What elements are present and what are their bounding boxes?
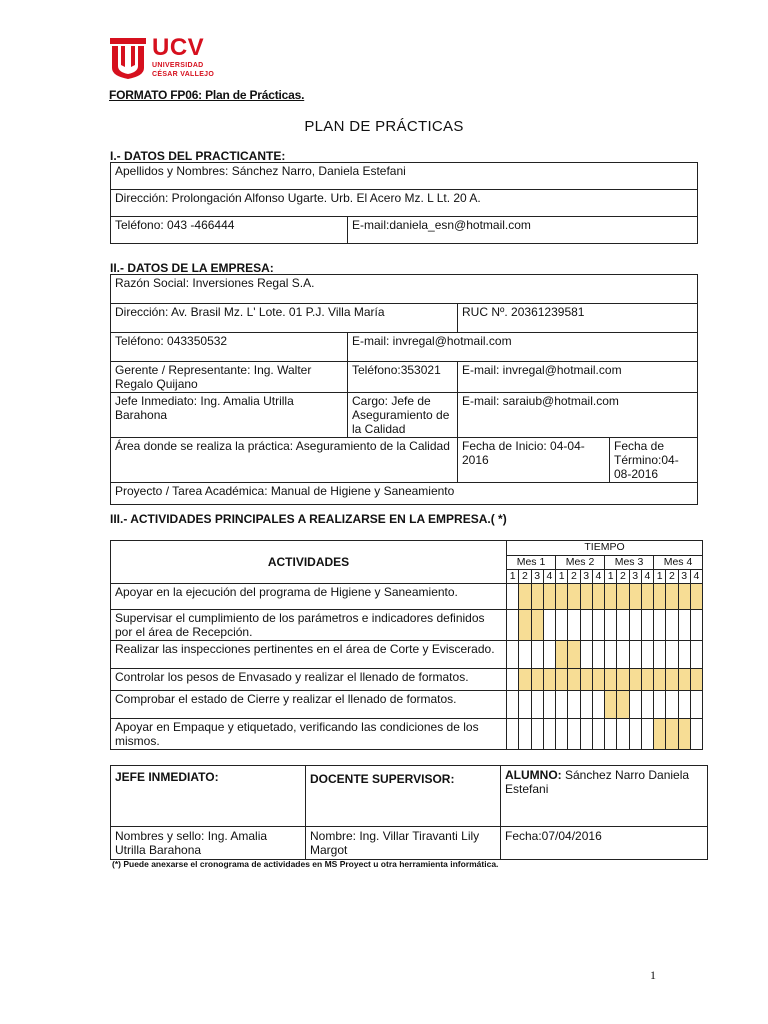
schedule-cell-empty [507, 584, 519, 610]
week-header: 4 [592, 570, 604, 584]
section-1-heading: I.- DATOS DEL PRACTICANTE: [110, 149, 286, 163]
schedule-cell-filled [568, 641, 580, 669]
week-header: 1 [605, 570, 617, 584]
week-header: 2 [666, 570, 678, 584]
schedule-cell-filled [543, 584, 555, 610]
schedule-cell-empty [666, 610, 678, 641]
time-header: TIEMPO [507, 541, 703, 556]
schedule-cell-empty [507, 719, 519, 750]
alumno-label: ALUMNO: [505, 768, 562, 782]
schedule-cell-filled [519, 669, 531, 691]
schedule-cell-empty [556, 719, 568, 750]
fecha-termino: Fecha de Término:04-08-2016 [610, 438, 698, 483]
week-header: 4 [641, 570, 653, 584]
jefe-info: Jefe Inmediato: Ing. Amalia Utrilla Barahona [111, 393, 348, 438]
jefe-signature-label: JEFE INMEDIATO: [111, 766, 306, 827]
schedule-cell-empty [605, 610, 617, 641]
schedule-cell-filled [580, 584, 592, 610]
schedule-cell-filled [629, 669, 641, 691]
alumno-name: Sánchez Narro Daniela Estefani [505, 768, 690, 796]
schedule-cell-empty [629, 719, 641, 750]
schedule-cell-filled [654, 584, 666, 610]
schedule-cell-filled [531, 669, 543, 691]
schedule-cell-filled [605, 669, 617, 691]
schedule-cell-filled [654, 669, 666, 691]
jefe-cargo: Cargo: Jefe de Aseguramiento de la Calidad [348, 393, 458, 438]
logo-text: UCV [152, 34, 205, 61]
schedule-cell-filled [617, 669, 629, 691]
schedule-cell-empty [580, 610, 592, 641]
month-header: Mes 4 [654, 556, 703, 570]
month-header: Mes 2 [556, 556, 605, 570]
schedule-cell-filled [690, 669, 702, 691]
schedule-cell-filled [678, 719, 690, 750]
schedule-cell-filled [666, 669, 678, 691]
schedule-cell-empty [666, 641, 678, 669]
format-label: FORMATO FP06: Plan de Prácticas. [109, 88, 305, 102]
schedule-cell-empty [568, 719, 580, 750]
schedule-cell-empty [543, 610, 555, 641]
alumno-cell [501, 766, 708, 827]
schedule-cell-empty [690, 691, 702, 719]
schedule-cell-empty [690, 719, 702, 750]
schedule-cell-filled [605, 691, 617, 719]
schedule-cell-empty [678, 641, 690, 669]
schedule-cell-empty [617, 610, 629, 641]
empresa-table [110, 274, 698, 505]
schedule-cell-empty [654, 641, 666, 669]
week-header: 4 [543, 570, 555, 584]
schedule-cell-empty [519, 691, 531, 719]
schedule-cell-filled [678, 669, 690, 691]
activity-row [111, 584, 703, 610]
ucv-shield-icon [108, 36, 148, 80]
signature-date: Fecha:07/04/2016 [501, 827, 708, 860]
schedule-cell-filled [678, 584, 690, 610]
gerente-email: E-mail: invregal@hotmail.com [458, 362, 698, 393]
schedule-cell-empty [592, 719, 604, 750]
week-header: 2 [519, 570, 531, 584]
activity-description: Realizar las inspecciones pertinentes en el área de Corte y Eviscerado. [111, 641, 507, 669]
schedule-cell-empty [507, 691, 519, 719]
footnote: (*) Puede anexarse el cronograma de actividades en MS Proyect u otra herramienta informática. [112, 859, 499, 869]
schedule-cell-filled [617, 691, 629, 719]
week-header: 2 [617, 570, 629, 584]
empresa-phone: Teléfono: 043350532 [111, 333, 348, 362]
practicante-phone: Teléfono: 043 -466444 [111, 217, 348, 244]
week-header: 3 [629, 570, 641, 584]
schedule-cell-empty [641, 691, 653, 719]
schedule-cell-filled [556, 669, 568, 691]
schedule-cell-empty [666, 691, 678, 719]
month-header: Mes 3 [605, 556, 654, 570]
schedule-cell-filled [519, 584, 531, 610]
empresa-email: E-mail: invregal@hotmail.com [348, 333, 698, 362]
schedule-cell-empty [592, 691, 604, 719]
activities-table [110, 540, 703, 750]
signatures-table [110, 765, 708, 860]
practicante-address: Dirección: Prolongación Alfonso Ugarte. Urb. El Acero Mz. L Lt. 20 A. [111, 190, 698, 217]
schedule-cell-filled [543, 669, 555, 691]
schedule-cell-empty [543, 641, 555, 669]
practica-area: Área donde se realiza la práctica: Aseguramiento de la Calidad [111, 438, 458, 483]
schedule-cell-empty [556, 691, 568, 719]
schedule-cell-filled [531, 584, 543, 610]
month-header: Mes 1 [507, 556, 556, 570]
activity-row [111, 641, 703, 669]
schedule-cell-empty [556, 610, 568, 641]
activity-description: Supervisar el cumplimiento de los parámetros e indicadores definidos por el área de Recepción. [111, 610, 507, 641]
week-header: 1 [556, 570, 568, 584]
schedule-cell-filled [568, 669, 580, 691]
schedule-cell-empty [605, 719, 617, 750]
week-header: 3 [580, 570, 592, 584]
docente-name: Nombre: Ing. Villar Tiravanti Lily Margot [306, 827, 501, 860]
schedule-cell-filled [592, 669, 604, 691]
ucv-logo [108, 36, 238, 80]
activity-row [111, 669, 703, 691]
schedule-cell-empty [519, 641, 531, 669]
schedule-cell-empty [507, 641, 519, 669]
logo-subtitle-1: UNIVERSIDAD [152, 62, 204, 69]
schedule-cell-empty [617, 641, 629, 669]
schedule-cell-filled [519, 610, 531, 641]
schedule-cell-empty [592, 641, 604, 669]
schedule-cell-empty [617, 719, 629, 750]
schedule-cell-empty [531, 691, 543, 719]
schedule-cell-empty [641, 719, 653, 750]
practicante-name: Apellidos y Nombres: Sánchez Narro, Daniela Estefani [111, 163, 698, 190]
empresa-razon: Razón Social: Inversiones Regal S.A. [111, 275, 698, 304]
activity-description: Apoyar en Empaque y etiquetado, verificando las condiciones de los mismos. [111, 719, 507, 750]
activity-row [111, 610, 703, 641]
schedule-cell-filled [641, 669, 653, 691]
activity-description: Controlar los pesos de Envasado y realizar el llenado de formatos. [111, 669, 507, 691]
schedule-cell-empty [543, 691, 555, 719]
schedule-cell-filled [556, 584, 568, 610]
schedule-cell-empty [568, 610, 580, 641]
schedule-cell-empty [690, 641, 702, 669]
schedule-cell-empty [580, 691, 592, 719]
practicante-email: E-mail:daniela_esn@hotmail.com [348, 217, 698, 244]
gerente-phone: Teléfono:353021 [348, 362, 458, 393]
schedule-cell-empty [531, 641, 543, 669]
schedule-cell-filled [580, 669, 592, 691]
schedule-cell-empty [543, 719, 555, 750]
schedule-cell-empty [678, 691, 690, 719]
activity-row [111, 691, 703, 719]
schedule-cell-filled [617, 584, 629, 610]
jefe-name: Nombres y sello: Ing. Amalia Utrilla Barahona [111, 827, 306, 860]
schedule-cell-empty [629, 610, 641, 641]
schedule-cell-empty [568, 691, 580, 719]
section-2-heading: II.- DATOS DE LA EMPRESA: [110, 261, 274, 275]
week-header: 1 [654, 570, 666, 584]
activity-description: Apoyar en la ejecución del programa de Higiene y Saneamiento. [111, 584, 507, 610]
jefe-email: E-mail: saraiub@hotmail.com [458, 393, 698, 438]
activity-row [111, 719, 703, 750]
section-3-heading: III.- ACTIVIDADES PRINCIPALES A REALIZARSE EN LA EMPRESA.( *) [110, 512, 507, 526]
fecha-inicio: Fecha de Inicio: 04-04-2016 [458, 438, 610, 483]
schedule-cell-empty [629, 691, 641, 719]
schedule-cell-empty [605, 641, 617, 669]
schedule-cell-empty [654, 610, 666, 641]
week-header: 3 [678, 570, 690, 584]
schedule-cell-empty [641, 641, 653, 669]
week-header: 4 [690, 570, 702, 584]
practicante-table [110, 162, 698, 244]
schedule-cell-filled [690, 584, 702, 610]
schedule-cell-empty [507, 610, 519, 641]
schedule-cell-filled [556, 641, 568, 669]
schedule-cell-empty [580, 719, 592, 750]
schedule-cell-empty [580, 641, 592, 669]
schedule-cell-filled [666, 719, 678, 750]
schedule-cell-filled [654, 719, 666, 750]
empresa-ruc: RUC Nº. 20361239581 [458, 304, 698, 333]
schedule-cell-empty [629, 641, 641, 669]
schedule-cell-empty [519, 719, 531, 750]
week-header: 2 [568, 570, 580, 584]
week-header: 3 [531, 570, 543, 584]
schedule-cell-filled [568, 584, 580, 610]
schedule-cell-empty [641, 610, 653, 641]
schedule-cell-filled [531, 610, 543, 641]
schedule-cell-empty [507, 669, 519, 691]
schedule-cell-filled [641, 584, 653, 610]
schedule-cell-empty [531, 719, 543, 750]
schedule-cell-empty [678, 610, 690, 641]
schedule-cell-empty [690, 610, 702, 641]
week-header: 1 [507, 570, 519, 584]
schedule-cell-filled [629, 584, 641, 610]
docente-signature-label: DOCENTE SUPERVISOR: [306, 766, 501, 827]
schedule-cell-filled [605, 584, 617, 610]
page-number: 1 [650, 968, 656, 982]
schedule-cell-filled [592, 584, 604, 610]
schedule-cell-empty [592, 610, 604, 641]
gerente-info: Gerente / Representante: Ing. Walter Regalo Quijano [111, 362, 348, 393]
schedule-cell-empty [654, 691, 666, 719]
document-title: PLAN DE PRÁCTICAS [304, 118, 464, 135]
schedule-cell-filled [666, 584, 678, 610]
logo-subtitle-2: CÉSAR VALLEJO [152, 71, 215, 78]
proyecto: Proyecto / Tarea Académica: Manual de Higiene y Saneamiento [111, 483, 698, 505]
activities-header: ACTIVIDADES [111, 541, 507, 584]
empresa-address: Dirección: Av. Brasil Mz. L' Lote. 01 P.J. Villa María [111, 304, 458, 333]
activity-description: Comprobar el estado de Cierre y realizar el llenado de formatos. [111, 691, 507, 719]
